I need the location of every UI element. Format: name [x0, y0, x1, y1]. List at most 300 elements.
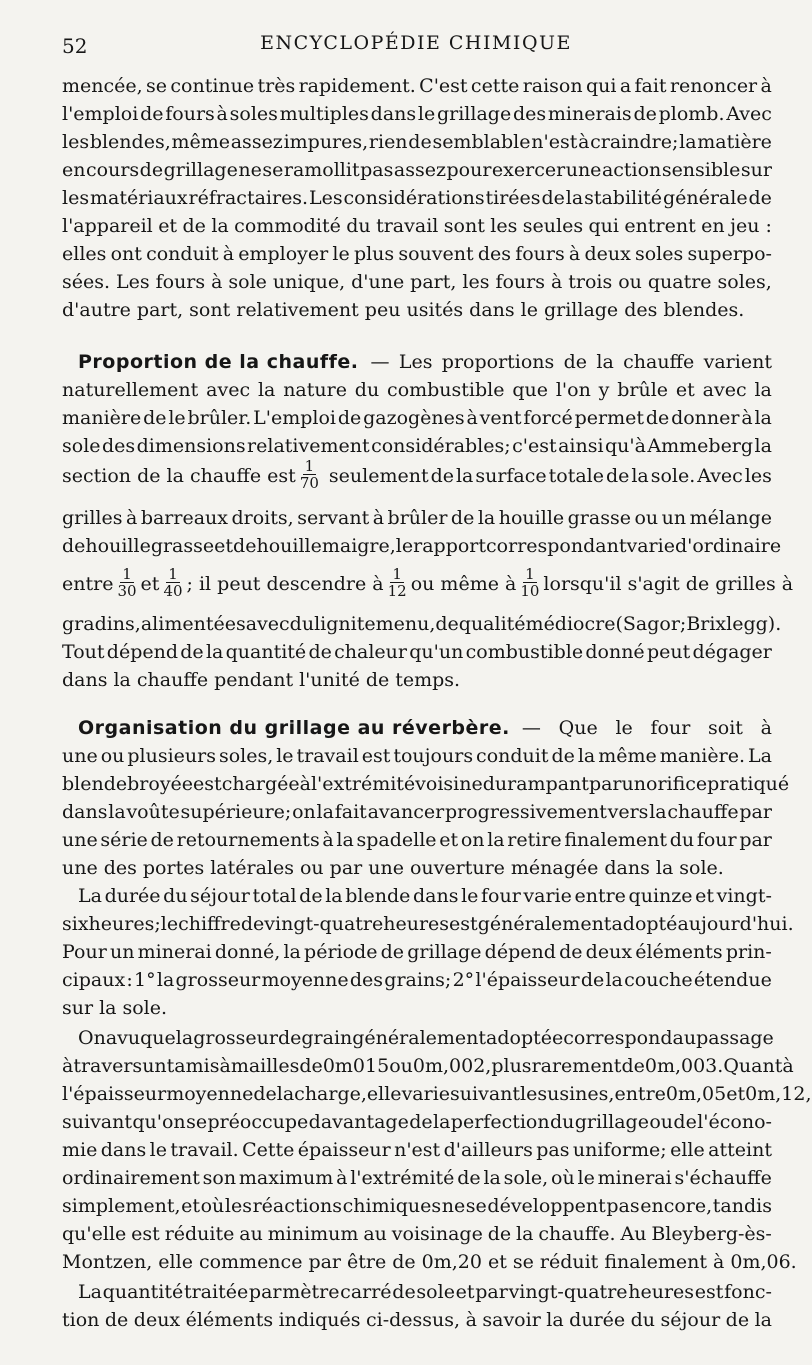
word: brûle — [617, 379, 669, 401]
word: avancer — [367, 801, 445, 823]
word: de — [277, 1027, 302, 1049]
word: peu — [364, 299, 401, 321]
word: grillage — [543, 299, 619, 321]
word: rarement — [531, 1055, 622, 1077]
word: voisinage — [391, 1223, 483, 1245]
word: plus — [491, 1055, 532, 1077]
word: mètre — [282, 1281, 340, 1303]
word: ne — [238, 159, 262, 181]
word: mie — [62, 1139, 98, 1161]
word: elle — [366, 1083, 402, 1105]
text-line — [62, 1250, 797, 1274]
word: uniforme; — [572, 1139, 667, 1161]
word: une — [62, 857, 98, 879]
word: au — [363, 1223, 387, 1245]
word: dans — [100, 1139, 147, 1161]
word: dans — [412, 885, 459, 907]
word: savoir — [482, 1309, 541, 1331]
word: voûte — [126, 801, 180, 823]
word: fours — [155, 271, 206, 293]
word: adoptée — [486, 1027, 564, 1049]
word: l'extrémité — [310, 773, 416, 795]
word: carré — [340, 1281, 392, 1303]
word: chauffe — [136, 669, 209, 691]
word: la — [655, 857, 674, 879]
word: la — [316, 801, 334, 823]
word: manière — [62, 407, 142, 429]
word: Les — [116, 271, 150, 293]
word: séjour — [190, 885, 250, 907]
word: usines, — [547, 1083, 615, 1105]
word: sole. — [650, 465, 696, 487]
word: à — [222, 243, 235, 265]
word: assez — [230, 131, 283, 153]
word: durée — [104, 885, 161, 907]
word: le — [332, 243, 350, 265]
word: Quant — [723, 1055, 783, 1077]
word: généralement — [477, 913, 612, 935]
word: la — [205, 641, 224, 663]
fraction-numerator: 1 — [122, 564, 132, 583]
heading-line-rest — [522, 716, 772, 740]
word: son — [202, 1167, 237, 1189]
word: grillage — [574, 1111, 649, 1133]
word: quinze — [628, 885, 693, 907]
word: de — [140, 103, 164, 125]
word: 0m,002, — [412, 1055, 492, 1077]
word: La — [747, 745, 772, 767]
word: pas — [606, 1195, 640, 1217]
word: maximum — [238, 1167, 334, 1189]
word: l'unité — [299, 669, 360, 691]
word: L'emploi — [253, 407, 336, 429]
word: grains; — [384, 969, 452, 991]
word: servant — [297, 507, 370, 529]
word: rien — [368, 131, 408, 153]
word: davantage — [308, 1111, 409, 1133]
word: houille — [256, 535, 322, 557]
word: de — [299, 1055, 323, 1077]
word: La — [78, 885, 102, 907]
word: qu'un — [409, 641, 464, 663]
word: la — [156, 969, 175, 991]
word: couche — [624, 969, 693, 991]
word: de — [430, 465, 454, 487]
word: période — [304, 941, 378, 963]
text-segment: section de la chauffe est — [62, 465, 296, 487]
word: mencée, — [62, 75, 143, 97]
word: heures — [383, 913, 450, 935]
word: traitée — [183, 1281, 249, 1303]
word: dimensions — [136, 435, 246, 457]
text-line — [62, 996, 772, 1020]
word: ainsi — [558, 435, 604, 457]
word: un — [142, 1055, 167, 1077]
word: ou — [649, 1111, 674, 1133]
word: seules — [522, 215, 584, 237]
word: de — [240, 913, 265, 935]
word: 1° — [134, 969, 156, 991]
word: un — [109, 941, 135, 963]
word: du — [669, 829, 695, 851]
word: ou — [100, 745, 125, 767]
word: le — [160, 913, 179, 935]
word: considérables; — [371, 435, 511, 457]
word: les — [62, 187, 90, 209]
text-line — [62, 856, 772, 880]
fraction — [115, 566, 138, 599]
word: 0m,12, — [745, 1083, 812, 1105]
word: est — [449, 913, 478, 935]
word: action — [601, 159, 662, 181]
word: qualité — [458, 613, 526, 635]
word: — — [370, 351, 390, 373]
word: le — [168, 407, 186, 429]
word: impures, — [283, 131, 369, 153]
word: à — [713, 1251, 725, 1273]
word: des — [512, 103, 547, 125]
word: la — [336, 829, 354, 851]
word: au — [672, 1027, 697, 1049]
word: sensible — [661, 159, 741, 181]
text-line — [62, 102, 772, 126]
word: Cette — [242, 1139, 295, 1161]
word: de — [487, 1223, 512, 1245]
word: par — [739, 801, 772, 823]
word: de — [435, 613, 459, 635]
word: qu'à — [605, 435, 646, 457]
text-segment — [329, 456, 772, 496]
word: cipaux — [62, 969, 126, 991]
text-segment: ou même à — [410, 573, 517, 595]
word: et — [487, 1251, 507, 1273]
word: par — [248, 1281, 282, 1303]
word: de — [450, 507, 475, 529]
word: relativement — [247, 435, 370, 457]
word: avec — [702, 379, 747, 401]
word: à — [62, 1055, 74, 1077]
word: le — [276, 745, 294, 767]
word: craindre; — [590, 131, 679, 153]
section-heading-line — [62, 716, 772, 740]
text-line — [62, 214, 772, 238]
word: cette — [470, 75, 520, 97]
word: total — [252, 885, 297, 907]
word: de — [551, 745, 575, 767]
word: prin- — [725, 941, 772, 963]
text-line — [62, 1222, 772, 1246]
word: manière. — [659, 745, 745, 767]
word: est — [361, 745, 391, 767]
word: le — [461, 885, 479, 907]
word: de — [621, 1055, 645, 1077]
word: sées. — [62, 271, 111, 293]
word: la — [596, 351, 614, 373]
word: de — [409, 1111, 433, 1133]
word: d'autre — [62, 299, 131, 321]
word: deux — [133, 1309, 181, 1331]
word: sole. — [122, 997, 168, 1019]
text-line — [62, 534, 782, 558]
word: Les — [398, 351, 433, 373]
word: minimum — [267, 1223, 359, 1245]
word: Pour — [62, 941, 107, 963]
word: houille — [85, 535, 151, 557]
word: la — [565, 187, 584, 209]
word: a — [619, 75, 632, 97]
word: blende — [345, 885, 411, 907]
word: de — [673, 1111, 697, 1133]
word: minerais — [547, 103, 632, 125]
word: de — [645, 407, 670, 429]
word: barreaux — [140, 507, 228, 529]
page-header — [62, 30, 770, 56]
word: chaleur — [334, 641, 407, 663]
word: mailles — [230, 1055, 300, 1077]
word: de — [150, 829, 174, 851]
word: en — [701, 215, 725, 237]
word: on — [292, 801, 316, 823]
word: quantité — [102, 1281, 184, 1303]
word: générale — [662, 187, 748, 209]
word: travail — [376, 215, 439, 237]
word: stabilité — [584, 187, 663, 209]
word: la — [477, 507, 496, 529]
word: l'appareil — [62, 215, 153, 237]
word: à — [568, 243, 581, 265]
word: qui — [588, 215, 619, 237]
text-line — [62, 800, 772, 824]
word: l'épaisseur — [62, 1083, 167, 1105]
word: dans — [469, 299, 515, 321]
word: nature — [283, 379, 347, 401]
word: suivant — [62, 1111, 132, 1133]
word: est — [694, 1281, 724, 1303]
word: n'est — [531, 131, 578, 153]
word: de — [541, 187, 565, 209]
text-line — [62, 668, 772, 692]
word: surface — [475, 465, 547, 487]
word: elle — [670, 1139, 705, 1161]
word: grillage — [436, 103, 512, 125]
word: la — [605, 969, 623, 991]
word: au — [239, 1223, 263, 1245]
word: pas — [536, 1139, 570, 1161]
word: à — [760, 75, 772, 97]
word: du — [630, 1309, 656, 1331]
word: à — [760, 717, 772, 739]
word: finalement — [604, 1251, 708, 1273]
word: passage — [696, 1027, 774, 1049]
word: l'on — [555, 379, 591, 401]
word: pour — [446, 159, 492, 181]
word: la — [754, 435, 772, 457]
fraction — [518, 566, 541, 599]
word: c'est — [512, 435, 557, 457]
word: minerai — [137, 941, 212, 963]
word: ordinairement — [62, 1167, 200, 1189]
word: vu — [117, 1027, 141, 1049]
word: une — [62, 829, 98, 851]
word: à — [219, 1055, 231, 1077]
word: sont — [443, 215, 485, 237]
word: voisine — [415, 773, 483, 795]
word: encore, — [640, 1195, 713, 1217]
text-line — [62, 130, 772, 154]
word: de — [748, 187, 772, 209]
word: épaisseur — [297, 1139, 391, 1161]
word: sole — [228, 271, 267, 293]
word: plus — [353, 243, 395, 265]
word: de — [725, 1309, 750, 1331]
word: brûler. — [187, 407, 252, 429]
word: se — [512, 1251, 534, 1273]
word: très — [257, 75, 296, 97]
word: Au — [620, 1223, 647, 1245]
word: avec — [245, 613, 290, 635]
word: dans — [604, 857, 650, 879]
word: ou — [618, 271, 642, 293]
word: varie — [523, 885, 572, 907]
word: l'épaisseur — [475, 969, 580, 991]
text-line — [62, 1166, 772, 1190]
section-heading-proportion: Proportion de la chauffe. — [78, 351, 359, 373]
word: et — [439, 829, 459, 851]
text-line — [62, 186, 772, 210]
word: deux — [585, 941, 633, 963]
word: donné, — [214, 941, 281, 963]
word: être — [347, 1251, 387, 1273]
word: retournements — [176, 829, 320, 851]
word: à — [216, 103, 228, 125]
word: charge, — [294, 1083, 367, 1105]
word: travers — [73, 1055, 143, 1077]
word: toujours — [393, 745, 474, 767]
word: de — [233, 535, 257, 557]
word: usités — [406, 299, 464, 321]
word: la — [211, 215, 229, 237]
word: étendue — [693, 969, 772, 991]
word: fait — [334, 801, 367, 823]
word: sont — [189, 299, 231, 321]
word: de — [559, 941, 583, 963]
word: la — [108, 801, 126, 823]
word: sole — [62, 435, 101, 457]
word: houille — [498, 507, 565, 529]
word: dépend — [484, 941, 556, 963]
fraction-numerator: 1 — [304, 456, 315, 475]
word: progressivement — [444, 801, 607, 823]
word: maigre, — [321, 535, 396, 557]
word: fonc- — [724, 1281, 772, 1303]
word: des — [101, 435, 136, 457]
word: varient — [703, 351, 772, 373]
word: la — [516, 1223, 534, 1245]
word: fours — [495, 271, 545, 293]
word: se — [146, 75, 168, 97]
word: les — [224, 1195, 252, 1217]
word: la — [433, 1111, 451, 1133]
word: multiples — [279, 103, 369, 125]
text-line — [62, 640, 772, 664]
word: 0m,003. — [644, 1055, 724, 1077]
text-line — [62, 506, 772, 530]
word: commodité — [234, 215, 341, 237]
word: de — [408, 131, 432, 153]
word: superpo- — [687, 243, 772, 265]
word: orifice — [646, 773, 708, 795]
word: sur — [740, 159, 772, 181]
word: éléments — [635, 941, 723, 963]
word: quantité — [225, 641, 307, 663]
word: et — [726, 1083, 746, 1105]
word: seulement — [328, 465, 429, 487]
word: qu'elle — [62, 1223, 127, 1245]
fraction-denominator: 10 — [520, 581, 540, 600]
word: la — [631, 465, 649, 487]
word: les — [744, 465, 772, 487]
text-line — [62, 968, 772, 992]
word: de — [143, 407, 167, 429]
word: des — [349, 969, 384, 991]
word: la — [754, 379, 772, 401]
word: avec — [206, 379, 251, 401]
page-number: 52 — [62, 34, 88, 58]
word: pratiqué — [707, 773, 790, 795]
word: s'échauffe — [674, 1167, 772, 1189]
word: alimentées — [140, 613, 246, 635]
text-line — [62, 242, 772, 266]
word: à — [336, 1167, 348, 1189]
word: les — [62, 131, 90, 153]
word: se — [465, 1195, 487, 1217]
word: menu, — [375, 613, 436, 635]
word: la — [325, 885, 343, 907]
word: ont — [110, 243, 142, 265]
word: ouverture — [409, 857, 505, 879]
word: du — [163, 885, 188, 907]
word: la — [455, 465, 474, 487]
text-line — [62, 1026, 772, 1050]
word: à — [211, 271, 223, 293]
word: grain — [301, 1027, 353, 1049]
word: entre — [614, 1083, 666, 1105]
word: exercer — [491, 159, 566, 181]
word: pas — [360, 159, 394, 181]
word: à — [125, 507, 138, 529]
word: le — [395, 535, 414, 557]
word: unique, — [272, 271, 346, 293]
word: dans — [62, 801, 108, 823]
word: simplement, — [62, 1195, 181, 1217]
word: droits, — [231, 507, 294, 529]
word: où — [200, 1195, 225, 1217]
word: de — [457, 1167, 481, 1189]
word: fait — [634, 75, 667, 97]
word: donné — [585, 641, 645, 663]
word: spadelle — [356, 829, 437, 851]
word: fours — [515, 243, 565, 265]
word: gazogènes — [363, 407, 465, 429]
word: commence — [198, 1251, 303, 1273]
word: soles — [229, 103, 278, 125]
word: atteint — [708, 1139, 772, 1161]
word: ci-dessus, — [366, 1309, 461, 1331]
word: minerai — [597, 1167, 672, 1189]
word: fours — [165, 103, 215, 125]
word: qui — [585, 75, 617, 97]
word: Avec — [697, 465, 743, 487]
